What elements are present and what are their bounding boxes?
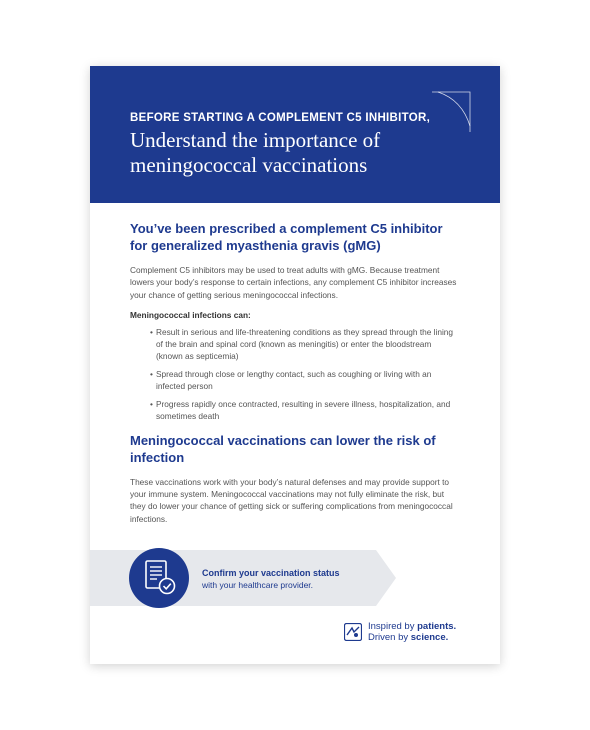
header-banner [90,66,500,203]
callout-regular-text: with your healthcare provider. [202,580,314,590]
callout-bold-text: Confirm your vaccination status [202,568,340,578]
checklist-badge [129,548,189,608]
logo-line2-bold: science. [410,632,449,643]
logo-line1-prefix: Inspired by [368,621,418,632]
main-content [130,220,460,534]
logo-line2-prefix: Driven by [368,632,411,643]
company-logo [344,621,474,645]
logo-line1-bold: patients. [417,621,457,632]
vaccination-callout [90,550,396,606]
checklist-icon [143,560,177,596]
document-page [90,66,500,664]
page-title: Understand the importance of meningococcal vaccinations [130,128,381,177]
section2-paragraph: These vaccinations work with your body’s natural defenses and may provide support to your immune system. Meningococcal vaccinations may not fully eliminate the risk, but they do lower your chance of getting sick or suffering complications from meningococcal infections. [130,476,453,524]
section1-heading: You’ve been prescribed a complement C5 inhibitor for generalized myasthenia gravis (gMG) [130,221,443,253]
section1-paragraph: Complement C5 inhibitors may be used to treat adults with gMG. Because treatment lowers your body’s response to certain infections, any complement C5 inhibitor increases your chance of getting serious meningococcal infections. [130,265,457,300]
section2-heading: Meningococcal vaccinations can lower the risk of infection [130,432,436,465]
infections-list [130,326,460,422]
logo-tagline [368,621,456,643]
list-item: • Progress rapidly once contracted, resulting in severe illness, hospitalization, and sometimes death [150,398,460,422]
callout-text [202,567,392,591]
infections-subheading: Meningococcal infections can: [130,309,251,320]
header-kicker: BEFORE STARTING A COMPLEMENT C5 INHIBITOR, [130,112,431,124]
logo-mark-icon [344,623,362,641]
list-item: • Spread through close or lengthy contact, such as coughing or living with an infected person [150,368,460,392]
list-item: • Result in serious and life-threatening conditions as they spread through the lining of the brain and spinal cord (known as meningitis) or enter the bloodstream (known as septicemia) [150,326,460,362]
